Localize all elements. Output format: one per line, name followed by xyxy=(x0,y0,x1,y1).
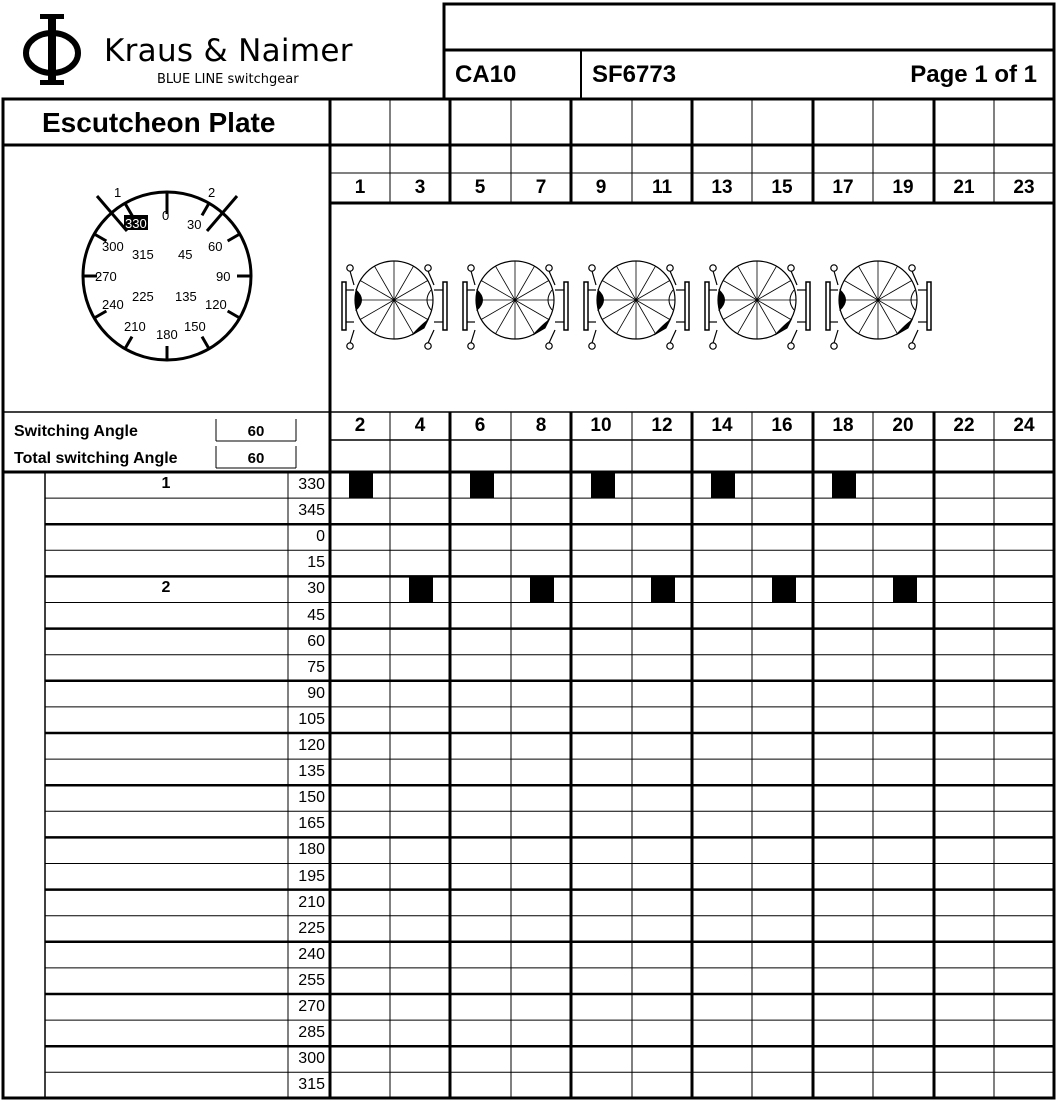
contact-cam-icon xyxy=(463,261,568,349)
switching-angle-value: 60 xyxy=(247,423,265,440)
terminal-number: 12 xyxy=(651,415,673,436)
terminal-number: 9 xyxy=(595,177,607,198)
terminal-number: 18 xyxy=(832,415,854,436)
position-number: 2 xyxy=(161,579,171,597)
dial-angle: 0 xyxy=(162,208,170,223)
terminal-number: 6 xyxy=(474,415,486,436)
dial-angle: 120 xyxy=(205,297,227,312)
contact-closed-block xyxy=(530,577,554,602)
terminal-number: 1 xyxy=(354,177,366,198)
terminal-number: 20 xyxy=(892,415,914,436)
row-angle: 345 xyxy=(298,502,325,520)
dial-angle: 270 xyxy=(95,269,117,284)
contact-closed-block xyxy=(349,473,373,498)
row-angle: 45 xyxy=(307,606,325,624)
dial-angle: 90 xyxy=(216,269,231,284)
row-angle: 270 xyxy=(298,998,325,1015)
terminal-number: 4 xyxy=(414,415,426,436)
terminal-number: 3 xyxy=(414,177,426,198)
contact-cam-icon xyxy=(342,261,447,349)
contact-closed-block xyxy=(651,577,675,602)
dial-angle: 225 xyxy=(132,289,154,304)
dial-position-1: 1 xyxy=(114,185,122,200)
dial-angle: 300 xyxy=(102,239,124,254)
kraus-naimer-logo-icon xyxy=(22,12,86,88)
position-number: 1 xyxy=(161,475,171,492)
contact-closed-block xyxy=(591,473,615,498)
program-number: SF6773 xyxy=(592,61,677,88)
dial-angle: 210 xyxy=(124,319,146,334)
row-angle: 225 xyxy=(298,919,325,937)
row-angle: 15 xyxy=(307,554,325,572)
row-angle: 255 xyxy=(298,971,325,989)
contact-closed-block xyxy=(470,473,494,498)
page-indicator: Page 1 of 1 xyxy=(910,61,1037,88)
switching-angle-label: Switching Angle xyxy=(14,423,138,440)
dial-position-2: 2 xyxy=(208,185,216,200)
row-angle: 210 xyxy=(298,893,325,911)
row-angle: 330 xyxy=(298,476,325,493)
row-angle: 120 xyxy=(298,737,325,754)
row-angle: 165 xyxy=(298,815,325,833)
dial-angle: 135 xyxy=(175,289,197,304)
page-title: Escutcheon Plate xyxy=(42,107,276,138)
dial-angle-selected: 330 xyxy=(125,216,147,231)
row-angle: 105 xyxy=(298,710,325,728)
row-angle: 135 xyxy=(298,763,325,781)
row-angle: 75 xyxy=(307,658,325,676)
dial-angle: 315 xyxy=(132,247,154,262)
brand-tagline: BLUE LINE switchgear xyxy=(157,72,299,87)
contact-closed-block xyxy=(409,577,433,602)
contact-cam-icon xyxy=(826,261,931,349)
terminal-number: 17 xyxy=(832,177,854,198)
brand-name: Kraus & Naimer xyxy=(104,33,353,69)
terminal-number: 19 xyxy=(892,177,914,198)
dial-angle: 60 xyxy=(208,239,223,254)
row-angle: 300 xyxy=(298,1050,325,1068)
row-angle: 285 xyxy=(298,1024,325,1042)
terminal-number: 2 xyxy=(354,415,366,436)
row-angle: 90 xyxy=(307,684,325,702)
model-code: CA10 xyxy=(455,61,517,88)
row-angle: 30 xyxy=(307,580,325,598)
terminal-number: 7 xyxy=(535,177,547,198)
contact-cam-icon xyxy=(705,261,810,349)
row-angle: 0 xyxy=(316,528,325,546)
terminal-number: 5 xyxy=(474,177,486,198)
terminal-number: 14 xyxy=(711,415,733,436)
total-switching-angle-label: Total switching Angle xyxy=(14,450,178,467)
terminal-number: 8 xyxy=(535,415,547,436)
dial-angle: 30 xyxy=(187,217,202,232)
contact-closed-block xyxy=(832,473,856,498)
terminal-number: 21 xyxy=(953,177,975,198)
total-switching-angle-value: 60 xyxy=(247,450,265,467)
terminal-number: 11 xyxy=(651,177,673,198)
contact-closed-block xyxy=(711,473,735,498)
terminal-number: 13 xyxy=(711,177,733,198)
row-angle: 195 xyxy=(298,867,325,885)
contact-cam-icon xyxy=(584,261,689,349)
terminal-number: 15 xyxy=(771,177,793,198)
escutcheon-dial xyxy=(70,180,270,370)
terminal-number: 23 xyxy=(1013,177,1035,198)
contact-diagram xyxy=(334,250,934,360)
dial-angle: 150 xyxy=(184,319,206,334)
terminal-number: 22 xyxy=(953,415,975,436)
contact-closed-block xyxy=(772,577,796,602)
row-angle: 240 xyxy=(298,945,325,963)
dial-angle: 45 xyxy=(178,247,193,262)
terminal-number: 10 xyxy=(590,415,612,436)
dial-angle: 180 xyxy=(156,327,178,342)
row-angle: 60 xyxy=(307,632,325,650)
dial-angle: 240 xyxy=(102,297,124,312)
row-angle: 315 xyxy=(298,1076,325,1094)
contact-closed-block xyxy=(893,577,917,602)
row-angle: 180 xyxy=(298,841,325,859)
row-angle: 150 xyxy=(298,789,325,807)
terminal-number: 16 xyxy=(771,415,793,436)
terminal-number: 24 xyxy=(1013,415,1035,436)
